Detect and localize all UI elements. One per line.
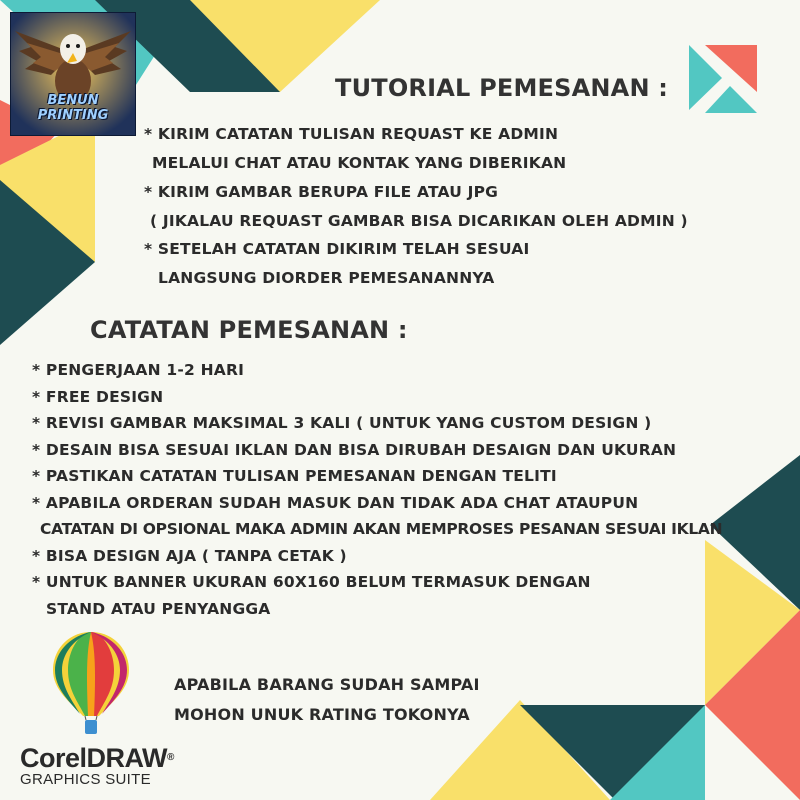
tutorial-line: LANGSUNG DIORDER PEMESANANNYA <box>158 269 495 287</box>
catatan-line: * FREE DESIGN <box>32 388 164 406</box>
catatan-line: STAND ATAU PENYANGGA <box>46 600 271 618</box>
brand-logo <box>10 12 136 136</box>
catatan-line: * BISA DESIGN AJA ( TANPA CETAK ) <box>32 547 347 565</box>
footer-line-1: APABILA BARANG SUDAH SAMPAI <box>174 675 480 694</box>
coreldraw-subtitle: GRAPHICS SUITE <box>20 771 151 788</box>
footer-line-2: MOHON UNUK RATING TOKONYA <box>174 705 470 724</box>
registered-mark: ® <box>167 752 174 763</box>
catatan-line: CATATAN DI OPSIONAL MAKA ADMIN AKAN MEMPROSES PESANAN SESUAI IKLAN <box>40 520 723 538</box>
catatan-line: * PENGERJAAN 1-2 HARI <box>32 361 245 379</box>
catatan-line: * UNTUK BANNER UKURAN 60X160 BELUM TERMASUK DENGAN <box>32 573 591 591</box>
brand-name: BENUN PRINTING <box>37 93 109 123</box>
tutorial-line: * KIRIM CATATAN TULISAN REQUAST KE ADMIN <box>144 125 559 143</box>
coreldraw-wordmark <box>20 744 174 772</box>
coreldraw-name: CorelDRAW <box>20 743 168 773</box>
catatan-line: * PASTIKAN CATATAN TULISAN PEMESANAN DENGAN TELITI <box>32 467 557 485</box>
tutorial-line: * SETELAH CATATAN DIKIRIM TELAH SESUAI <box>144 240 530 258</box>
tutorial-line: ( JIKALAU REQUAST GAMBAR BISA DICARIKAN OLEH ADMIN ) <box>150 212 688 230</box>
catatan-line: * REVISI GAMBAR MAKSIMAL 3 KALI ( UNTUK YANG CUSTOM DESIGN ) <box>32 414 652 432</box>
catatan-title: CATATAN PEMESANAN : <box>90 316 408 344</box>
catatan-line: * APABILA ORDERAN SUDAH MASUK DAN TIDAK ADA CHAT ATAUPUN <box>32 494 639 512</box>
tutorial-line: * KIRIM GAMBAR BERUPA FILE ATAU JPG <box>144 183 499 201</box>
tutorial-title: TUTORIAL PEMESANAN : <box>335 74 669 102</box>
tutorial-line: MELALUI CHAT ATAU KONTAK YANG DIBERIKAN <box>152 154 567 172</box>
catatan-line: * DESAIN BISA SESUAI IKLAN DAN BISA DIRUBAH DESAIGN DAN UKURAN <box>32 441 677 459</box>
hot-air-balloon-icon <box>50 630 132 742</box>
coreldraw-logo <box>20 744 174 788</box>
